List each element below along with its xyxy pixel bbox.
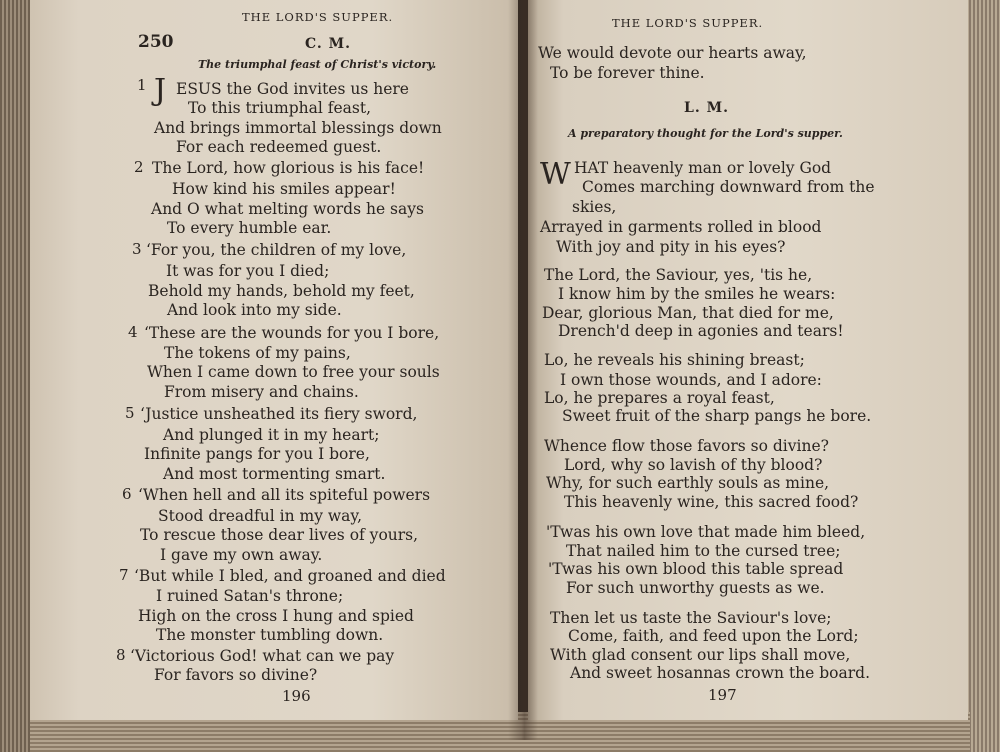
hymn-line: skies,: [572, 198, 617, 216]
hymn-line: To rescue those dear lives of yours,: [140, 526, 419, 544]
hymn-line: The Lord, how glorious is his face!: [152, 159, 425, 177]
hymn-line: Arrayed in garments rolled in blood: [540, 218, 822, 236]
hymn-line: ‘For you, the children of my love,: [146, 241, 407, 259]
page-number-right: 197: [708, 686, 737, 704]
hymn-line: For each redeemed guest.: [176, 138, 382, 156]
book-gutter: [508, 0, 538, 740]
hymn-line: Dear, glorious Man, that died for me,: [542, 304, 834, 322]
hymn-line: Infinite pangs for you I bore,: [144, 445, 370, 463]
hymn-line: That nailed him to the cursed tree;: [566, 542, 841, 560]
hymn-line: Drench'd deep in agonies and tears!: [558, 322, 844, 340]
verse-number: 4: [128, 323, 138, 341]
hymn-line: To be forever thine.: [550, 64, 705, 82]
hymn-subtitle-right: A preparatory thought for the Lord's supper.: [568, 127, 843, 140]
hymn-line: For favors so divine?: [154, 666, 318, 684]
verse-number: 6: [122, 485, 132, 503]
verse-number: 1: [137, 76, 147, 94]
hymn-line: Comes marching downward from the: [582, 178, 875, 196]
hymn-line: And plunged it in my heart;: [163, 426, 380, 444]
verse-number: 7: [119, 566, 129, 584]
hymn-line: 'Twas his own blood this table spread: [548, 560, 844, 578]
hymn-subtitle-left: The triumphal feast of Christ's victory.: [198, 58, 437, 71]
hymn-line: ‘Justice unsheathed its fiery sword,: [140, 405, 418, 423]
hymn-line: To every humble ear.: [167, 219, 332, 237]
hymn-line: Lord, why so lavish of thy blood?: [564, 456, 823, 474]
left-page: [30, 0, 518, 720]
hymn-line: Behold my hands, behold my feet,: [148, 282, 415, 300]
page-edges-left: [0, 0, 30, 752]
hymn-line: I ruined Satan's throne;: [156, 587, 344, 605]
hymn-line: ‘Victorious God! what can we pay: [130, 647, 395, 665]
hymn-line: ‘But while I bled, and groaned and died: [134, 567, 446, 585]
right-page: [528, 0, 968, 720]
page-edges-right: [965, 0, 1000, 752]
hymn-line: The tokens of my pains,: [164, 344, 351, 362]
hymn-line: For such unworthy guests as we.: [566, 579, 825, 597]
hymn-line: Stood dreadful in my way,: [158, 507, 363, 525]
verse-number: 3: [132, 240, 142, 258]
hymn-line: With glad consent our lips shall move,: [550, 646, 851, 664]
hymn-line: I know him by the smiles he wears:: [558, 285, 836, 303]
hymn-line: Lo, he reveals his shining breast;: [544, 351, 805, 369]
dropcap-right: W: [540, 157, 571, 192]
hymn-line: ‘These are the wounds for you I bore,: [144, 324, 440, 342]
hymn-meter-left: C. M.: [305, 36, 352, 52]
hymn-line: The monster tumbling down.: [156, 626, 384, 644]
running-head-left: THE LORD'S SUPPER.: [242, 10, 394, 24]
hymn-line: With joy and pity in his eyes?: [556, 238, 786, 256]
hymn-line: And most tormenting smart.: [163, 465, 386, 483]
verse-number: 8: [116, 646, 126, 664]
hymn-line: Sweet fruit of the sharp pangs he bore.: [562, 407, 872, 425]
hymn-line: Come, faith, and feed upon the Lord;: [568, 627, 859, 645]
hymn-line: And brings immortal blessings down: [154, 119, 442, 137]
verse-number: 2: [134, 158, 144, 176]
hymn-line: ‘When hell and all its spiteful powers: [138, 486, 431, 504]
hymn-line: 'Twas his own love that made him bleed,: [546, 523, 866, 541]
hymn-line: How kind his smiles appear!: [172, 180, 396, 198]
hymn-line: The Lord, the Saviour, yes, 'tis he,: [544, 266, 813, 284]
hymn-line: And sweet hosannas crown the board.: [570, 664, 871, 682]
hymn-line: High on the cross I hung and spied: [138, 607, 414, 625]
hymn-line: And look into my side.: [167, 301, 342, 319]
hymn-line: This heavenly wine, this sacred food?: [564, 493, 859, 511]
hymn-line: When I came down to free your souls: [147, 363, 440, 381]
hymn-line: Why, for such earthly souls as mine,: [546, 474, 830, 492]
hymn-line: Whence flow those favors so divine?: [544, 437, 829, 455]
hymn-line: It was for you I died;: [166, 262, 330, 280]
hymn-line: Lo, he prepares a royal feast,: [544, 389, 775, 407]
page-number-left: 196: [282, 687, 311, 705]
hymn-line: I own those wounds, and I adore:: [560, 371, 822, 389]
hymn-line: We would devote our hearts away,: [538, 44, 807, 62]
hymn-number: 250: [138, 32, 174, 52]
verse-number: 5: [125, 404, 135, 422]
hymn-line: And O what melting words he says: [151, 200, 424, 218]
hymn-line: From misery and chains.: [164, 383, 359, 401]
dropcap-left: J: [154, 73, 167, 108]
hymn-line: HAT heavenly man or lovely God: [574, 159, 832, 177]
hymn-line: Then let us taste the Saviour's love;: [550, 609, 832, 627]
hymn-line: I gave my own away.: [160, 546, 323, 564]
hymn-line: To this triumphal feast,: [188, 99, 372, 117]
running-head-right: THE LORD'S SUPPER.: [612, 16, 764, 30]
hymn-line: ESUS the God invites us here: [176, 80, 409, 98]
hymn-meter-right: L. M.: [684, 100, 729, 116]
